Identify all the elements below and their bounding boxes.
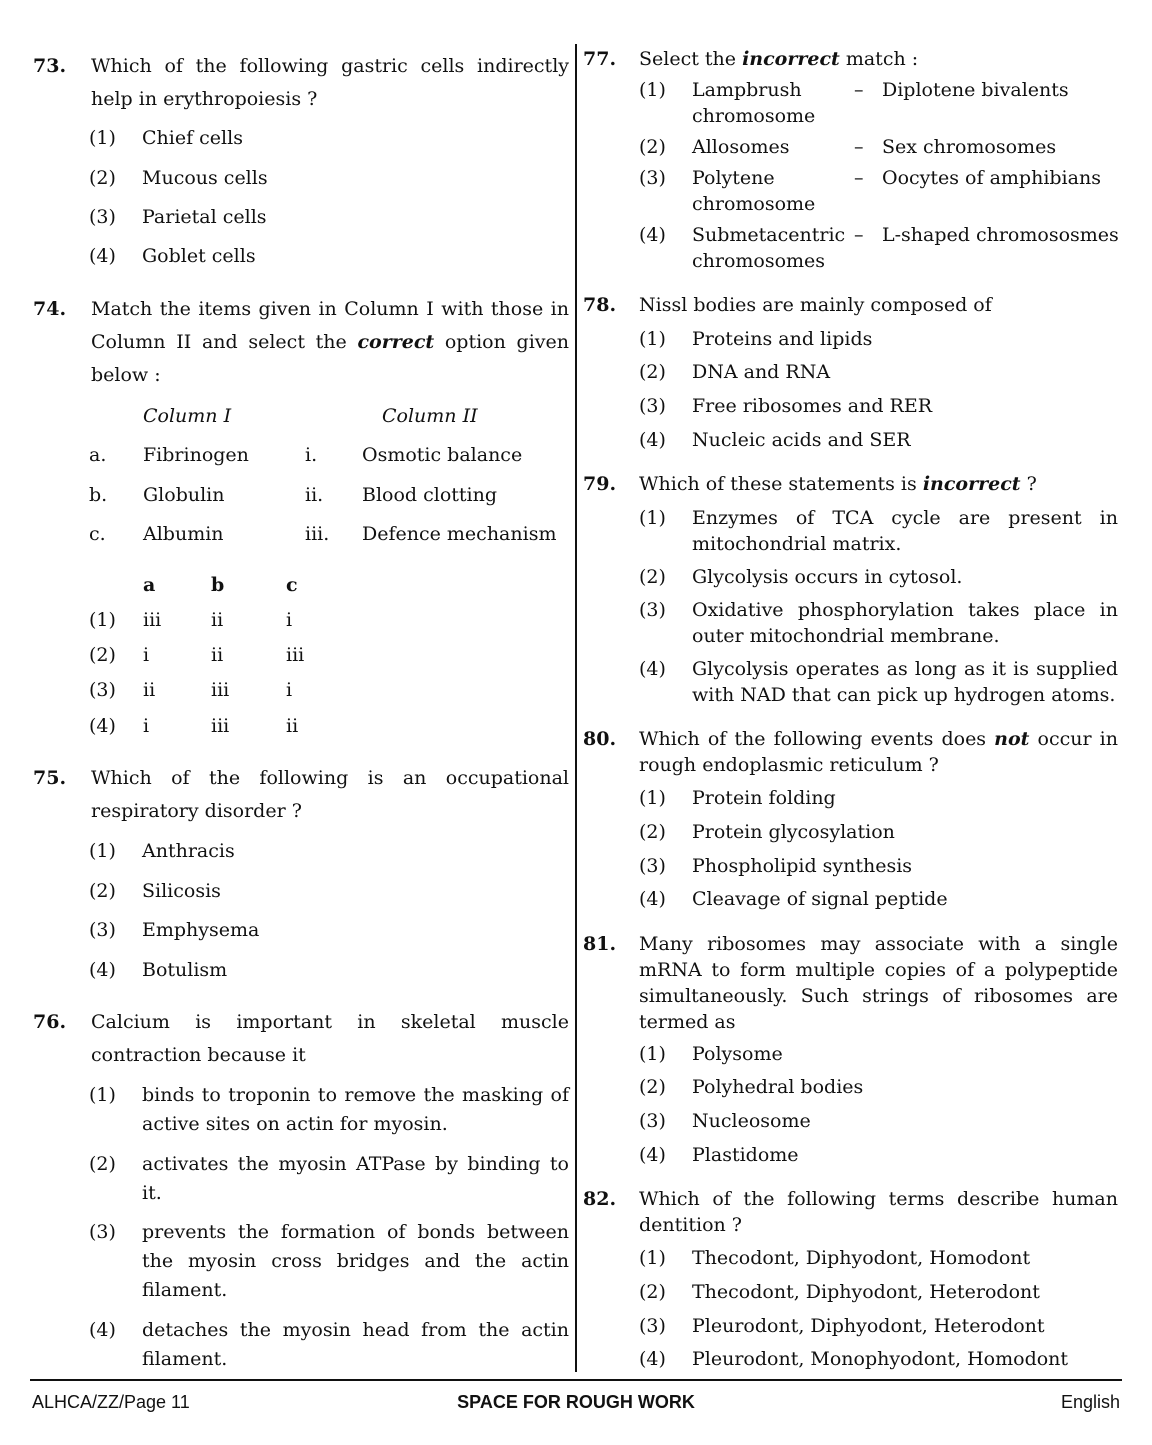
option-text: Pleurodont, Diphyodont, Heterodont [692, 1315, 1045, 1337]
match-item: Osmotic balance [362, 444, 523, 466]
option-number: (2) [89, 167, 116, 189]
dash: – [854, 79, 864, 101]
answer-cell: ii [286, 715, 299, 737]
question-text-part: Match the items given in Column I with those in Column II and select the [91, 298, 569, 353]
option-text: Pleurodont, Monophyodont, Homodont [692, 1348, 1069, 1370]
match-right: Diplotene bivalents [882, 79, 1069, 101]
answer-cell: iii [211, 679, 230, 701]
question-75 [33, 762, 569, 832]
answer-header: c [286, 574, 298, 596]
match-left: Lampbrush chromosome [692, 79, 816, 127]
answer-cell: i [143, 644, 150, 666]
match-right: Sex chromosomes [882, 136, 1057, 158]
option-number: (2) [89, 880, 116, 902]
question-text: Many ribosomes may associate with a single mRNA to form multiple copies of a polypeptide simultaneously. Such strings of ribosomes are termed as [639, 933, 1118, 1033]
option-text: DNA and RNA [692, 361, 831, 383]
question-text-part: match : [839, 48, 919, 70]
option-number: (1) [89, 1084, 116, 1106]
match-left: Polytene chromosome [692, 167, 816, 215]
option-text: Protein folding [692, 787, 836, 809]
option-number: (4) [89, 245, 116, 267]
option-text: Thecodont, Diphyodont, Heterodont [692, 1281, 1040, 1303]
option-number: (1) [639, 79, 666, 101]
match-right: L-shaped chromososmes [882, 224, 1119, 246]
question-text-part: ? [1020, 473, 1037, 495]
option-text: Silicosis [142, 880, 221, 902]
question-text [639, 471, 1117, 497]
match-key: i. [305, 444, 318, 466]
option-text: Cleavage of signal peptide [692, 888, 948, 910]
answer-cell: iii [286, 644, 305, 666]
column-1-header: Column I [143, 405, 232, 427]
match-key: a. [89, 444, 107, 466]
question-text [91, 293, 569, 392]
option-number: (3) [639, 395, 666, 417]
question-number: 76. [33, 1011, 67, 1033]
option-text: Chief cells [142, 127, 243, 149]
option-text: binds to troponin to remove the masking of active sites on actin for myosin. [142, 1084, 569, 1135]
answer-number: (2) [89, 644, 116, 666]
answer-number: (3) [89, 679, 116, 701]
option-text: Nucleic acids and SER [692, 429, 911, 451]
question-text: Which of the following is an occupational respiratory disorder ? [91, 767, 569, 822]
match-item: Albumin [143, 523, 224, 545]
question-number: 78. [583, 294, 617, 316]
option-number: (4) [639, 1144, 666, 1166]
option-text: Plastidome [692, 1144, 799, 1166]
option-text: Goblet cells [142, 245, 256, 267]
option-number: (2) [639, 361, 666, 383]
question-82 [583, 1186, 1119, 1240]
option-text: Thecodont, Diphyodont, Homodont [692, 1247, 1031, 1269]
question-number: 79. [583, 473, 617, 495]
option-number: (4) [639, 658, 666, 680]
question-text: Calcium is important in skeletal muscle contraction because it [91, 1011, 569, 1066]
option-text: Glycolysis operates as long as it is supplied with NAD that can pick up hydrogen atoms. [692, 658, 1118, 706]
question-text: Which of the following terms describe human dentition ? [639, 1188, 1118, 1236]
question-text-part: occur in rough endoplasmic reticulum ? [639, 728, 1118, 776]
question-text-part: Which of the following events does [639, 728, 995, 750]
option-number: (1) [639, 507, 666, 529]
question-76 [33, 1006, 569, 1076]
question-number: 74. [33, 298, 67, 320]
option-number: (4) [89, 959, 116, 981]
keyword: incorrect [742, 48, 840, 70]
option-number: (1) [639, 328, 666, 350]
option-text: Glycolysis occurs in cytosol. [692, 566, 963, 588]
option-number: (1) [89, 127, 116, 149]
option-number: (2) [639, 566, 666, 588]
match-key: iii. [305, 523, 330, 545]
option-number: (3) [639, 599, 666, 621]
option-number: (2) [639, 1281, 666, 1303]
dash: – [854, 224, 864, 246]
match-item: Blood clotting [362, 484, 498, 506]
question-number: 82. [583, 1188, 617, 1210]
option-text: Enzymes of TCA cycle are present in mitochondrial matrix. [692, 507, 1118, 555]
match-key: c. [89, 523, 106, 545]
option-text: Mucous cells [142, 167, 268, 189]
option-number: (3) [639, 167, 666, 189]
answer-cell: ii [211, 644, 224, 666]
option-number: (3) [639, 1110, 666, 1132]
question-number: 73. [33, 55, 67, 77]
keyword: not [994, 728, 1030, 750]
option-text: Polysome [692, 1043, 783, 1065]
option-number: (2) [639, 821, 666, 843]
match-left: Submetacentric chromosomes [692, 224, 846, 272]
question-74 [33, 293, 569, 393]
option-text: activates the myosin ATPase by binding to it. [142, 1153, 569, 1204]
answer-cell: iii [211, 715, 230, 737]
question-text: Which of the following gastric cells indirectly help in erythropoiesis ? [91, 55, 569, 110]
option-number: (3) [639, 855, 666, 877]
question-text-part: Select the [639, 48, 743, 70]
match-right: Oocytes of amphibians [882, 167, 1101, 189]
option-text: Protein glycosylation [692, 821, 895, 843]
question-79 [583, 471, 1119, 499]
dash: – [854, 167, 864, 189]
answer-cell: ii [143, 679, 156, 701]
option-text: Polyhedral bodies [692, 1076, 864, 1098]
match-item: Defence mechanism [362, 523, 557, 545]
question-text [639, 46, 1117, 72]
option-text: Anthracis [142, 840, 235, 862]
option-number: (1) [639, 1247, 666, 1269]
option-number: (4) [89, 1319, 116, 1341]
question-text [639, 726, 1118, 778]
option-number: (3) [639, 1315, 666, 1337]
question-text: Nissl bodies are mainly composed of [639, 294, 992, 316]
footer-rule [30, 1379, 1122, 1381]
option-number: (3) [89, 919, 116, 941]
option-text: Proteins and lipids [692, 328, 873, 350]
option-number: (2) [89, 1153, 116, 1175]
question-text-part: option given below : [91, 331, 570, 386]
question-number: 77. [583, 48, 617, 70]
question-81 [583, 931, 1119, 1037]
answer-header: b [211, 574, 225, 596]
option-number: (4) [639, 224, 666, 246]
keyword: correct [357, 331, 435, 353]
answer-number: (1) [89, 609, 116, 631]
option-text: Emphysema [142, 919, 260, 941]
option-text: Phospholipid synthesis [692, 855, 913, 877]
answer-cell: i [143, 715, 150, 737]
answer-cell: ii [211, 609, 224, 631]
column-divider [575, 44, 577, 1372]
rough-work-label: SPACE FOR ROUGH WORK [457, 1392, 695, 1412]
question-80 [583, 726, 1119, 780]
match-item: Fibrinogen [143, 444, 249, 466]
question-78 [583, 292, 1119, 320]
question-77 [583, 46, 1119, 74]
answer-number: (4) [89, 715, 116, 737]
answer-cell: i [286, 609, 293, 631]
dash: – [854, 136, 864, 158]
option-number: (4) [639, 1348, 666, 1370]
option-number: (1) [89, 840, 116, 862]
column-2-header: Column II [382, 405, 478, 427]
question-number: 75. [33, 767, 67, 789]
option-text: Free ribosomes and RER [692, 395, 933, 417]
option-number: (2) [639, 136, 666, 158]
match-left: Allosomes [692, 136, 790, 158]
answer-header: a [143, 574, 156, 596]
answer-cell: iii [143, 609, 162, 631]
language-label: English [1060, 1392, 1120, 1412]
match-key: b. [89, 484, 108, 506]
option-number: (1) [639, 1043, 666, 1065]
match-key: ii. [305, 484, 324, 506]
question-text-part: Which of these statements is [639, 473, 923, 495]
keyword: incorrect [922, 473, 1021, 495]
option-text: prevents the formation of bonds between the myosin cross bridges and the actin filament. [142, 1221, 569, 1301]
option-text: Oxidative phosphorylation takes place in outer mitochondrial membrane. [692, 599, 1118, 647]
page-label: ALHCA/ZZ/Page 11 [32, 1392, 190, 1412]
option-text: Nucleosome [692, 1110, 811, 1132]
option-number: (3) [89, 1221, 116, 1243]
match-item: Globulin [143, 484, 225, 506]
option-text: Parietal cells [142, 206, 267, 228]
option-number: (1) [639, 787, 666, 809]
option-text: detaches the myosin head from the actin filament. [142, 1319, 569, 1370]
question-number: 81. [583, 933, 617, 955]
option-number: (3) [89, 206, 116, 228]
option-number: (4) [639, 888, 666, 910]
option-number: (4) [639, 429, 666, 451]
question-number: 80. [583, 728, 617, 750]
answer-cell: i [286, 679, 293, 701]
option-number: (2) [639, 1076, 666, 1098]
option-text: Botulism [142, 959, 228, 981]
